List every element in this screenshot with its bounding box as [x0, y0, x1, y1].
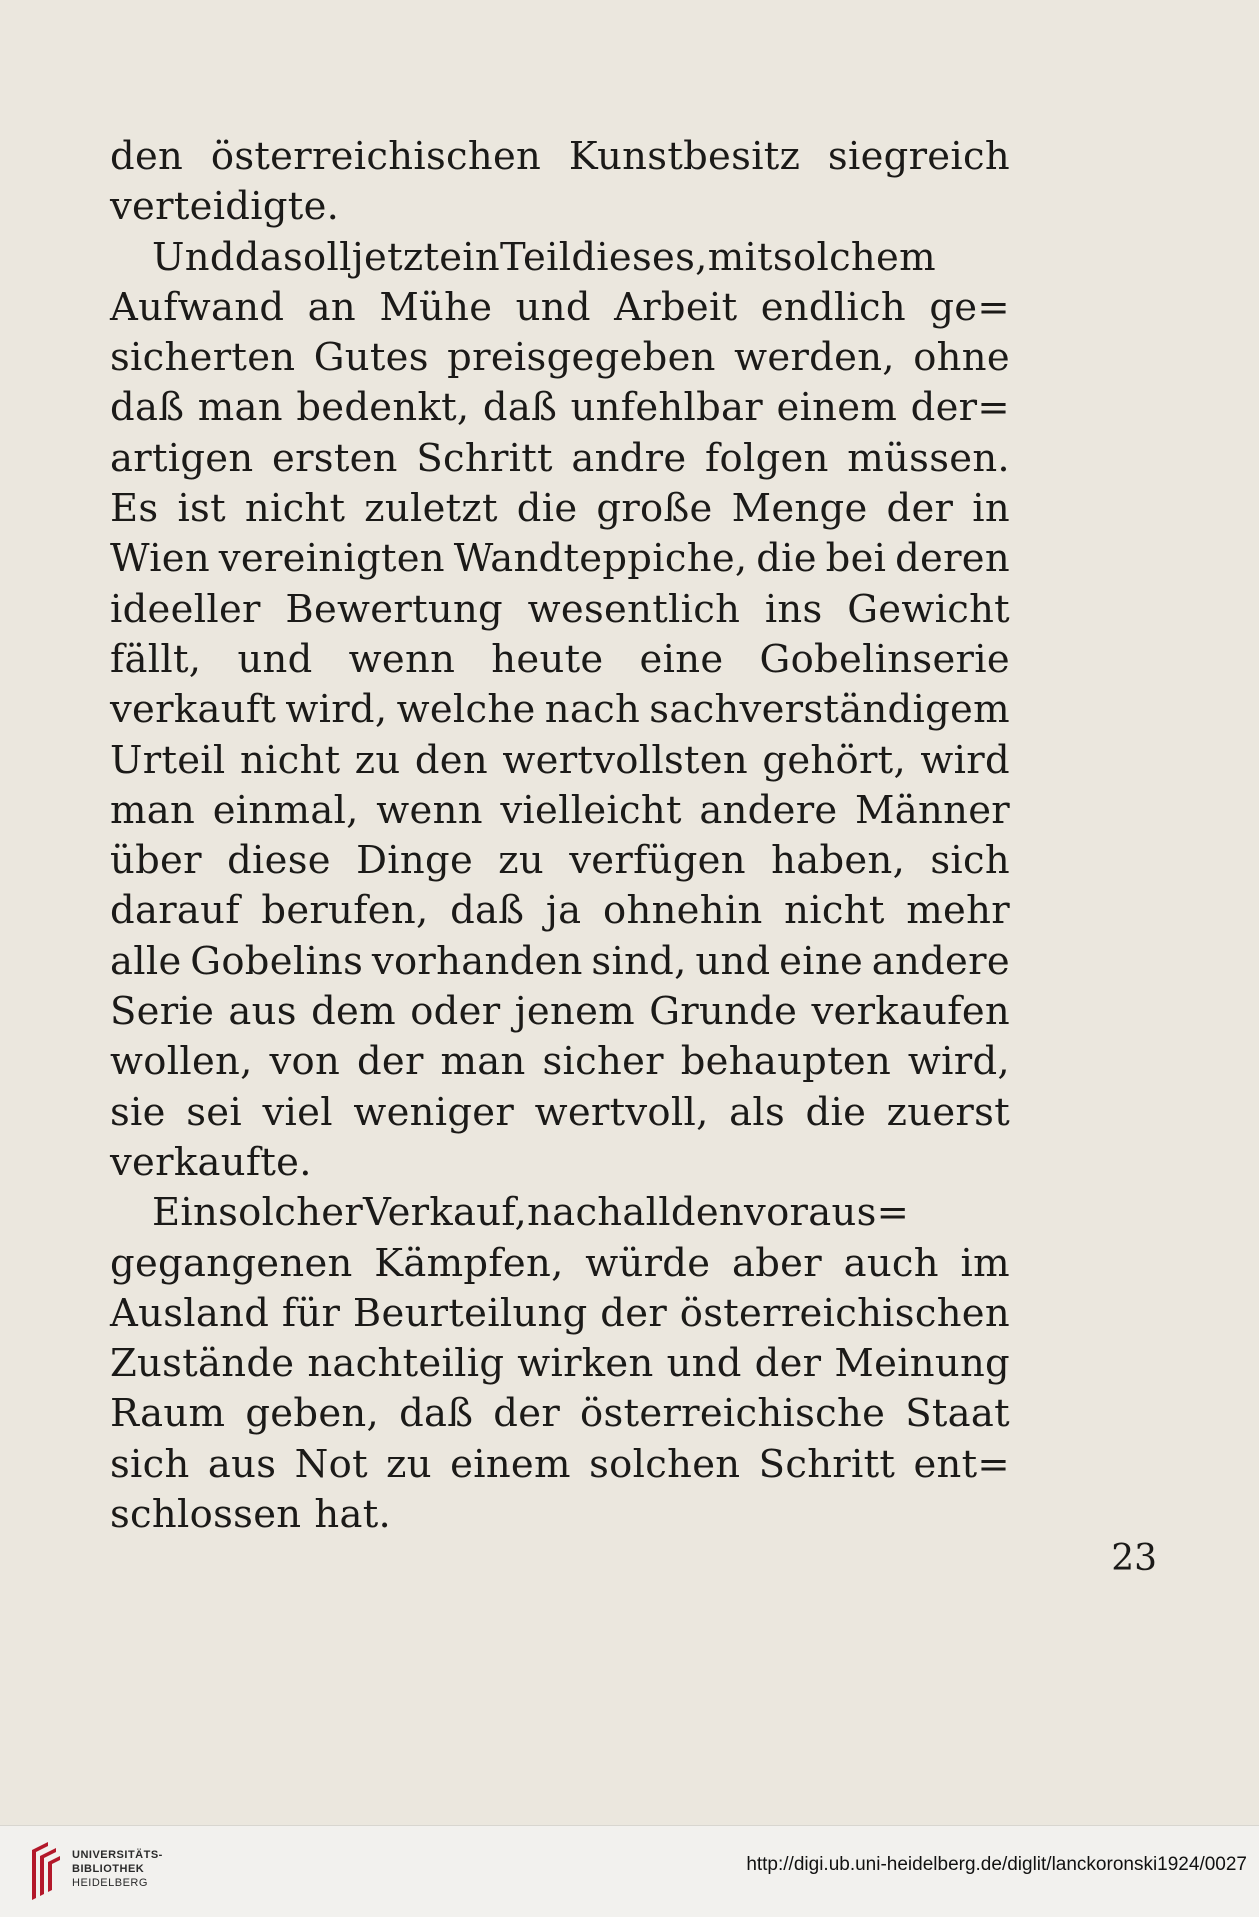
- word: Gewicht: [847, 586, 1010, 632]
- word: unfehlbar: [570, 385, 764, 431]
- word: artigen: [110, 435, 254, 481]
- word: Bewertung: [285, 586, 504, 632]
- word: jenem: [514, 989, 635, 1035]
- word: einem: [776, 385, 898, 431]
- word: zu: [498, 838, 544, 884]
- word: Schritt: [758, 1441, 896, 1487]
- word: oder: [410, 989, 501, 1035]
- text-line: [110, 635, 1010, 685]
- word: soll: [283, 234, 352, 280]
- text-line: [110, 283, 1010, 333]
- word: Staat: [905, 1391, 1010, 1437]
- word: Urteil: [110, 737, 226, 783]
- word: wesentlich: [527, 586, 741, 632]
- word: wenn: [376, 787, 483, 833]
- text-line: [110, 484, 1010, 534]
- word: einem: [450, 1441, 571, 1487]
- word: Gutes: [313, 335, 429, 381]
- word: vielleicht: [500, 787, 682, 833]
- word: daß: [110, 385, 185, 431]
- word: wertvoll,: [534, 1089, 709, 1135]
- word: große: [596, 486, 713, 532]
- word: über: [110, 838, 202, 884]
- word: dem: [311, 989, 396, 1035]
- word: die: [516, 486, 578, 532]
- word: Grunde: [649, 989, 798, 1035]
- text-line: [110, 685, 1010, 735]
- word: ins: [764, 586, 823, 632]
- word: nach: [527, 1190, 623, 1236]
- word: nicht: [784, 888, 885, 934]
- word: ohnehin: [603, 888, 763, 934]
- word: Serie: [110, 989, 215, 1035]
- text-line: [110, 233, 1010, 283]
- library-name: [72, 1848, 163, 1890]
- word: einmal,: [212, 787, 359, 833]
- word: im: [960, 1240, 1010, 1286]
- word: den: [670, 1190, 745, 1236]
- word: wird: [920, 737, 1010, 783]
- word: müssen.: [847, 435, 1010, 481]
- word: Kämpfen,: [374, 1240, 564, 1286]
- word: und: [666, 1341, 742, 1387]
- word: wird,: [285, 687, 388, 733]
- word: behaupten: [680, 1039, 892, 1085]
- word: man: [110, 787, 196, 833]
- word: nachteilig: [307, 1341, 505, 1387]
- word: Wien: [110, 536, 210, 582]
- word: und: [237, 636, 313, 682]
- word: nach: [544, 687, 641, 733]
- word: der: [886, 486, 954, 532]
- text-line: [110, 1490, 1010, 1540]
- word: aus: [207, 1441, 277, 1487]
- word: als: [729, 1089, 786, 1135]
- library-name-line-2: BIBLIOTHEK: [72, 1863, 145, 1875]
- word: werden,: [734, 335, 895, 381]
- word: wenn: [348, 636, 456, 682]
- word: Mühe: [379, 284, 493, 330]
- word: all: [622, 1190, 671, 1236]
- word: Dinge: [356, 838, 474, 884]
- page-number: 23: [1111, 1538, 1157, 1579]
- word: haben,: [771, 838, 906, 884]
- word: zu: [354, 737, 401, 783]
- text-line: [110, 1088, 1010, 1138]
- word: der: [356, 1039, 424, 1085]
- word: weniger: [353, 1089, 515, 1135]
- word: ge=: [929, 284, 1010, 330]
- word: fällt,: [110, 636, 202, 682]
- text-line: [110, 1188, 1010, 1238]
- word: an: [307, 284, 356, 330]
- text-line: [110, 1440, 1010, 1490]
- word: die: [805, 1089, 867, 1135]
- word: für: [281, 1290, 341, 1336]
- word: berufen,: [261, 888, 429, 934]
- ub-heidelberg-logo-icon: [28, 1840, 62, 1902]
- word: ent=: [913, 1441, 1010, 1487]
- word: darauf: [110, 888, 240, 934]
- text-line: [110, 1389, 1010, 1439]
- text-line: [110, 132, 1010, 182]
- word: und: [515, 284, 591, 330]
- word: da: [234, 234, 283, 280]
- word: sicherten: [110, 335, 296, 381]
- word: dieses,: [571, 234, 708, 280]
- word: von: [269, 1039, 341, 1085]
- word: gegangenen: [110, 1240, 353, 1286]
- word: sachverständigem: [649, 687, 1010, 733]
- word: zu: [386, 1441, 432, 1487]
- text-line: [110, 333, 1010, 383]
- word: folgen: [704, 435, 829, 481]
- word: wird,: [907, 1039, 1010, 1085]
- text-line: [110, 434, 1010, 484]
- word: verkaufen: [811, 989, 1010, 1035]
- body-text: [110, 132, 1010, 1540]
- word: daß: [399, 1391, 474, 1437]
- word: ohne: [913, 335, 1010, 381]
- word: ist: [177, 486, 226, 532]
- word: würde: [585, 1240, 711, 1286]
- word: Wandteppiche,: [453, 536, 748, 582]
- word: wirken: [517, 1341, 654, 1387]
- word: der: [600, 1290, 668, 1336]
- word: preisgegeben: [447, 335, 716, 381]
- word: der: [754, 1341, 822, 1387]
- word: eine: [639, 636, 724, 682]
- word: den: [414, 737, 488, 783]
- word: vorhanden: [371, 938, 583, 984]
- word: vereinigten: [218, 536, 445, 582]
- word: eine: [779, 938, 864, 984]
- word: österreichischen: [210, 134, 542, 179]
- word: verfügen: [569, 838, 746, 884]
- library-name-line-3: HEIDELBERG: [72, 1877, 148, 1889]
- text-line: [110, 585, 1010, 635]
- word: den: [110, 134, 184, 179]
- word: mit: [707, 234, 773, 280]
- word: sei: [186, 1089, 242, 1135]
- word: verteidigte.: [110, 184, 340, 230]
- word: verkaufte.: [110, 1139, 312, 1185]
- word: andre: [571, 435, 687, 481]
- word: solchem: [772, 234, 936, 280]
- text-line: [110, 534, 1010, 584]
- word: siegreich: [827, 134, 1010, 179]
- text-line: [110, 937, 1010, 987]
- word: verkauft: [110, 687, 277, 733]
- word: Ein: [152, 1190, 219, 1236]
- text-line: [110, 1138, 1010, 1188]
- word: solcher: [218, 1190, 364, 1236]
- text-line: [110, 383, 1010, 433]
- word: endlich: [760, 284, 906, 330]
- word: ja: [545, 888, 582, 934]
- text-line: [110, 987, 1010, 1037]
- text-line: [110, 1289, 1010, 1339]
- word: schlossen: [110, 1492, 302, 1538]
- word: solchen: [589, 1441, 741, 1487]
- word: man: [440, 1039, 526, 1085]
- word: Aufwand: [110, 284, 285, 330]
- word: deren: [895, 536, 1010, 582]
- word: wertvollsten: [502, 737, 748, 783]
- word: zuletzt: [364, 486, 498, 532]
- word: auch: [843, 1240, 939, 1286]
- word: Männer: [855, 787, 1010, 833]
- word: sicher: [542, 1039, 664, 1085]
- word: ideeller: [110, 586, 261, 632]
- text-line: [110, 886, 1010, 936]
- word: zuerst: [886, 1089, 1010, 1135]
- word: geben,: [245, 1391, 380, 1437]
- text-line: [110, 182, 1010, 232]
- word: daß: [482, 385, 558, 431]
- word: nicht: [244, 486, 346, 532]
- word: mehr: [906, 888, 1010, 934]
- word: diese: [227, 838, 331, 884]
- word: daß: [450, 888, 525, 934]
- word: wollen,: [110, 1039, 253, 1085]
- word: nicht: [239, 737, 341, 783]
- word: aus: [228, 989, 297, 1035]
- text-line: [110, 786, 1010, 836]
- word: Beurteilung: [352, 1290, 588, 1336]
- permalink-url[interactable]: http://digi.ub.uni-heidelberg.de/diglit/lanckoronski1924/0027: [746, 1854, 1247, 1875]
- word: Verkauf,: [363, 1190, 528, 1236]
- word: gehört,: [762, 737, 906, 783]
- word: österreichischen: [679, 1290, 1010, 1336]
- word: Meinung: [834, 1341, 1010, 1387]
- text-line: [110, 736, 1010, 786]
- word: in: [972, 486, 1010, 532]
- word: heute: [491, 636, 604, 682]
- word: Gobelinserie: [759, 636, 1010, 682]
- text-line: [110, 1239, 1010, 1289]
- word: Kunstbesitz: [568, 134, 801, 179]
- word: Gobelins: [190, 938, 364, 984]
- word: hat.: [314, 1492, 392, 1538]
- word: und: [695, 938, 771, 984]
- word: sich: [110, 1441, 190, 1487]
- word: ersten: [271, 435, 398, 481]
- text-line: [110, 1339, 1010, 1389]
- word: man: [197, 385, 283, 431]
- word: Not: [294, 1441, 368, 1487]
- word: andere: [699, 787, 838, 833]
- text-line: [110, 836, 1010, 886]
- word: bei: [825, 536, 887, 582]
- word: sie: [110, 1089, 166, 1135]
- word: Schritt: [416, 435, 553, 481]
- word: Zustände: [110, 1341, 295, 1387]
- word: Und: [152, 234, 235, 280]
- word: bedenkt,: [296, 385, 470, 431]
- digitization-footer: [0, 1825, 1259, 1917]
- word: österreichische: [580, 1391, 886, 1437]
- word: welche: [396, 687, 536, 733]
- word: der=: [910, 385, 1010, 431]
- library-name-line-1: UNIVERSITÄTS-: [72, 1849, 163, 1861]
- word: voraus=: [744, 1190, 910, 1236]
- word: Ausland: [110, 1290, 270, 1336]
- word: Es: [110, 486, 159, 532]
- word: Raum: [110, 1391, 226, 1437]
- word: sind,: [591, 938, 687, 984]
- word: der: [493, 1391, 561, 1437]
- word: sich: [930, 838, 1010, 884]
- word: Arbeit: [614, 284, 738, 330]
- word: die: [756, 536, 817, 582]
- word: Teil: [500, 234, 572, 280]
- word: andere: [871, 938, 1010, 984]
- word: alle: [110, 938, 182, 984]
- text-line: [110, 1037, 1010, 1087]
- word: aber: [731, 1240, 822, 1286]
- word: Menge: [731, 486, 868, 532]
- word: jetzt: [351, 234, 440, 280]
- word: ein: [439, 234, 501, 280]
- word: viel: [262, 1089, 333, 1135]
